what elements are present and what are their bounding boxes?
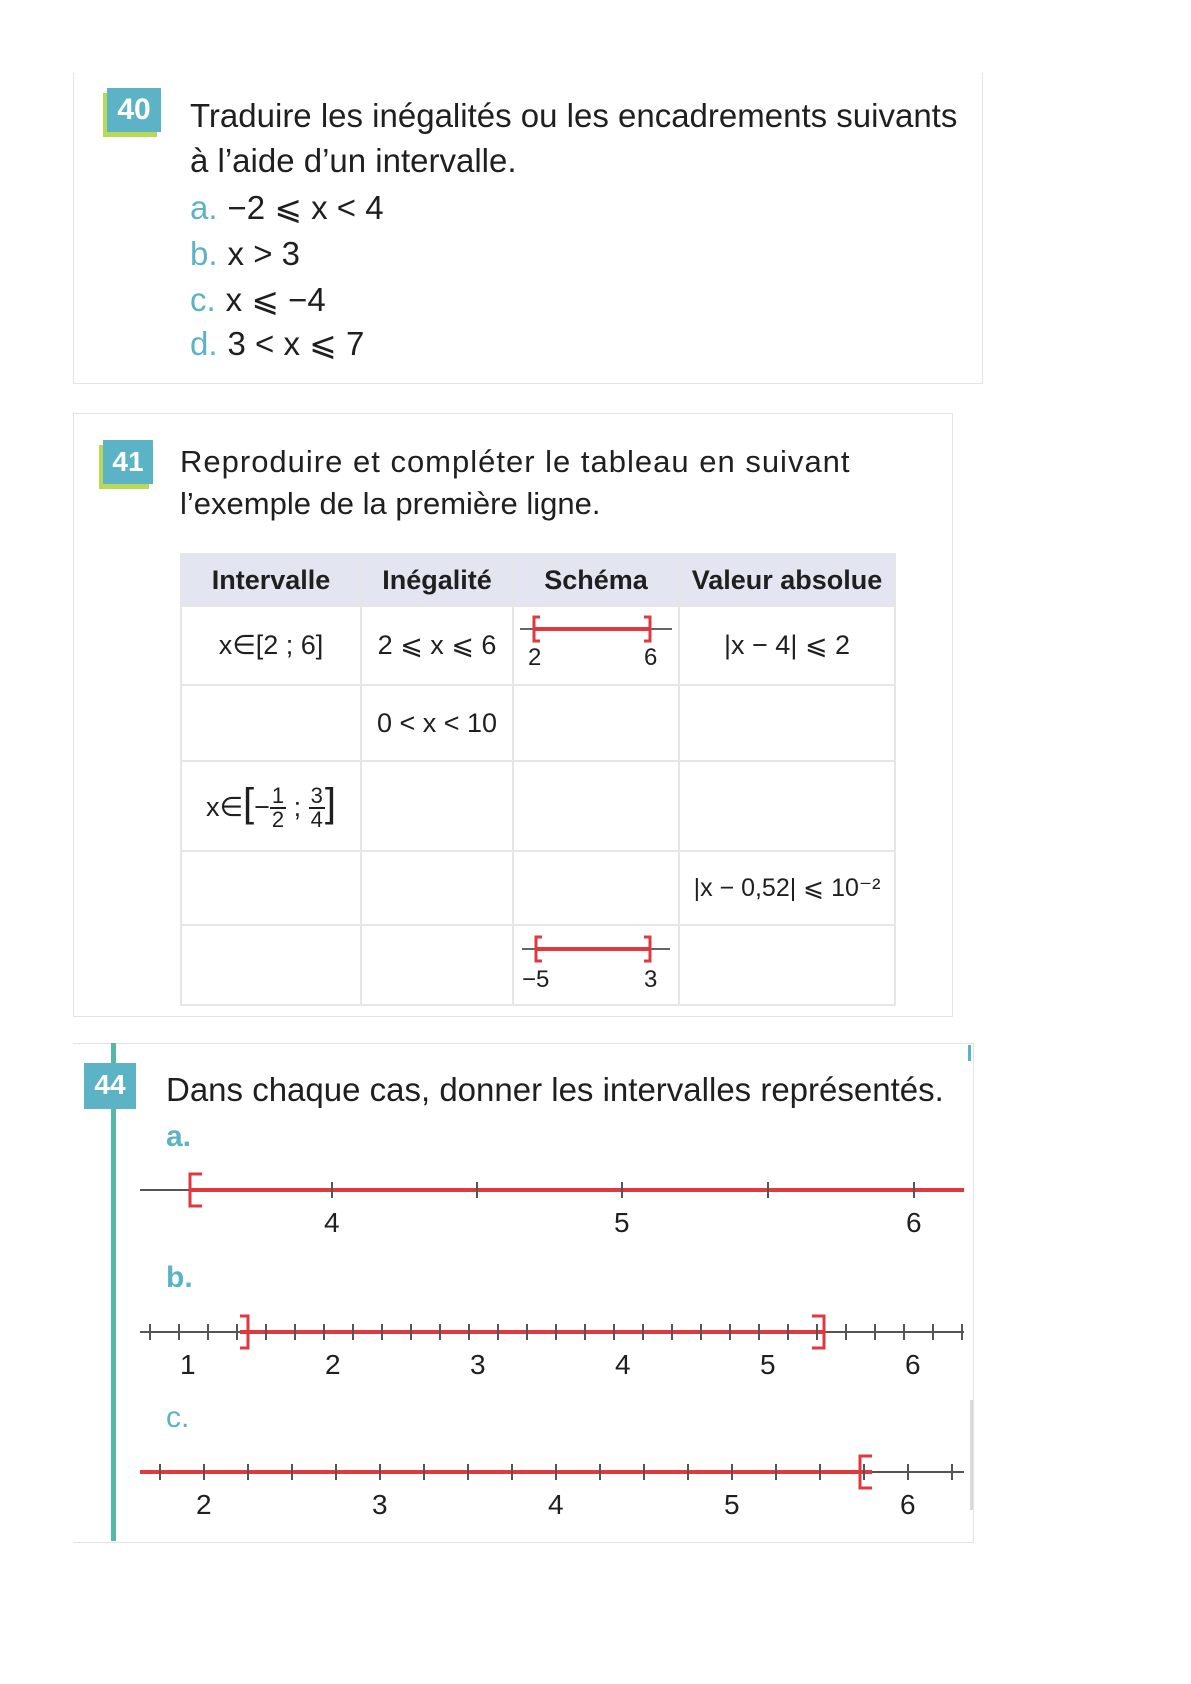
schema-number-line — [516, 607, 676, 677]
right-edge-mark — [970, 1400, 973, 1510]
cell-inegalite: 0 < x < 10 — [361, 685, 513, 761]
item-text: 3 < x ⩽ 7 — [227, 325, 365, 362]
cell-valeur-absolue — [679, 761, 895, 851]
tick-label: 2 — [325, 1349, 341, 1380]
header-inegalite: Inégalité — [361, 554, 513, 606]
cell-valeur-absolue — [679, 925, 895, 1005]
fraction-1: $\frac{1}{2}$ — [271, 783, 285, 833]
table-row — [181, 851, 895, 925]
cell-valeur-absolue: |x − 0,52| ⩽ 10⁻² — [679, 851, 895, 925]
cell-schema — [513, 606, 679, 685]
schema-label-left: −5 — [522, 965, 550, 993]
case-a-label: a. — [166, 1120, 192, 1153]
cell-schema — [513, 761, 679, 851]
tick-label: 2 — [196, 1489, 212, 1520]
exercise-40-title-line2: à l’aide d’un intervalle. — [190, 142, 517, 179]
table-header-row — [181, 554, 895, 606]
tick-label: 6 — [906, 1207, 922, 1238]
cell-schema — [513, 925, 679, 1005]
exercise-number-44: 44 — [84, 1063, 136, 1109]
case-b-label: b. — [166, 1261, 193, 1294]
cell-intervalle: x∈[2 ; 6] — [181, 606, 361, 685]
exercise-number-41: 41 — [103, 440, 153, 484]
exercise-41-title-line2: l’exemple de la première ligne. — [180, 486, 601, 521]
item-text: −2 ⩽ x < 4 — [227, 189, 384, 226]
interval-prefix: x∈ — [205, 791, 243, 822]
schema-label-left: 2 — [528, 644, 542, 671]
cell-intervalle — [181, 925, 361, 1005]
item-text: x ⩽ −4 — [225, 281, 326, 318]
tick-label: 4 — [548, 1489, 564, 1520]
exercise-40-title-line1: Traduire les inégalités ou les encadrements suivants — [190, 97, 958, 134]
case-c-label: c. — [166, 1401, 190, 1434]
cell-schema — [513, 851, 679, 925]
tick-label: 3 — [372, 1489, 388, 1520]
exercise-44-title: Dans chaque cas, donner les intervalles représentés. — [166, 1071, 944, 1108]
exercise-40-item-b — [190, 234, 300, 274]
cell-inegalite: 2 ⩽ x ⩽ 6 — [361, 606, 513, 685]
item-label: d. — [190, 325, 218, 362]
table-row — [181, 925, 895, 1005]
tick-label: 4 — [324, 1207, 340, 1238]
tick-label: 3 — [470, 1349, 486, 1380]
tick-label: 1 — [180, 1349, 196, 1380]
item-label: b. — [190, 235, 218, 272]
item-label: c. — [190, 281, 216, 318]
cell-intervalle — [181, 851, 361, 925]
corner-mark — [968, 1045, 971, 1061]
cell-inegalite — [361, 761, 513, 851]
cell-intervalle — [181, 685, 361, 761]
schema-number-line — [516, 927, 676, 997]
tick-label: 5 — [760, 1349, 776, 1380]
header-intervalle: Intervalle — [181, 554, 361, 606]
exercise-41-title-line1: Reproduire et compléter le tableau en suivant — [180, 444, 851, 479]
tick-label: 6 — [900, 1489, 916, 1520]
exercise-44-side-bar — [111, 1043, 116, 1541]
tick-label: 5 — [614, 1207, 630, 1238]
item-text: x > 3 — [227, 235, 300, 272]
schema-label-right: 6 — [644, 644, 658, 671]
exercise-40-item-c — [190, 280, 326, 320]
cell-valeur-absolue: |x − 4| ⩽ 2 — [679, 606, 895, 685]
cell-schema — [513, 685, 679, 761]
cell-intervalle: x∈[− $\frac{1}{2}$ ; $\frac{3}{4}$ ] — [181, 761, 361, 851]
exercise-number-40: 40 — [107, 88, 161, 132]
number-line-b — [138, 1310, 968, 1390]
completion-table — [180, 553, 896, 1006]
tick-label: 4 — [615, 1349, 631, 1380]
item-label: a. — [190, 189, 218, 226]
cell-inegalite — [361, 851, 513, 925]
table-row — [181, 761, 895, 851]
table-row — [181, 685, 895, 761]
cell-valeur-absolue — [679, 685, 895, 761]
tick-label: 6 — [905, 1349, 921, 1380]
exercise-40-item-a — [190, 188, 384, 228]
schema-label-right: 3 — [644, 965, 658, 993]
header-schema: Schéma — [513, 554, 679, 606]
cell-inegalite — [361, 925, 513, 1005]
header-valeur-absolue: Valeur absolue — [679, 554, 895, 606]
exercise-40-item-d — [190, 324, 364, 364]
number-line-c — [138, 1450, 968, 1530]
table-row — [181, 606, 895, 685]
fraction-2: $\frac{3}{4}$ — [310, 783, 323, 833]
tick-label: 5 — [724, 1489, 740, 1520]
number-line-a — [138, 1168, 968, 1248]
